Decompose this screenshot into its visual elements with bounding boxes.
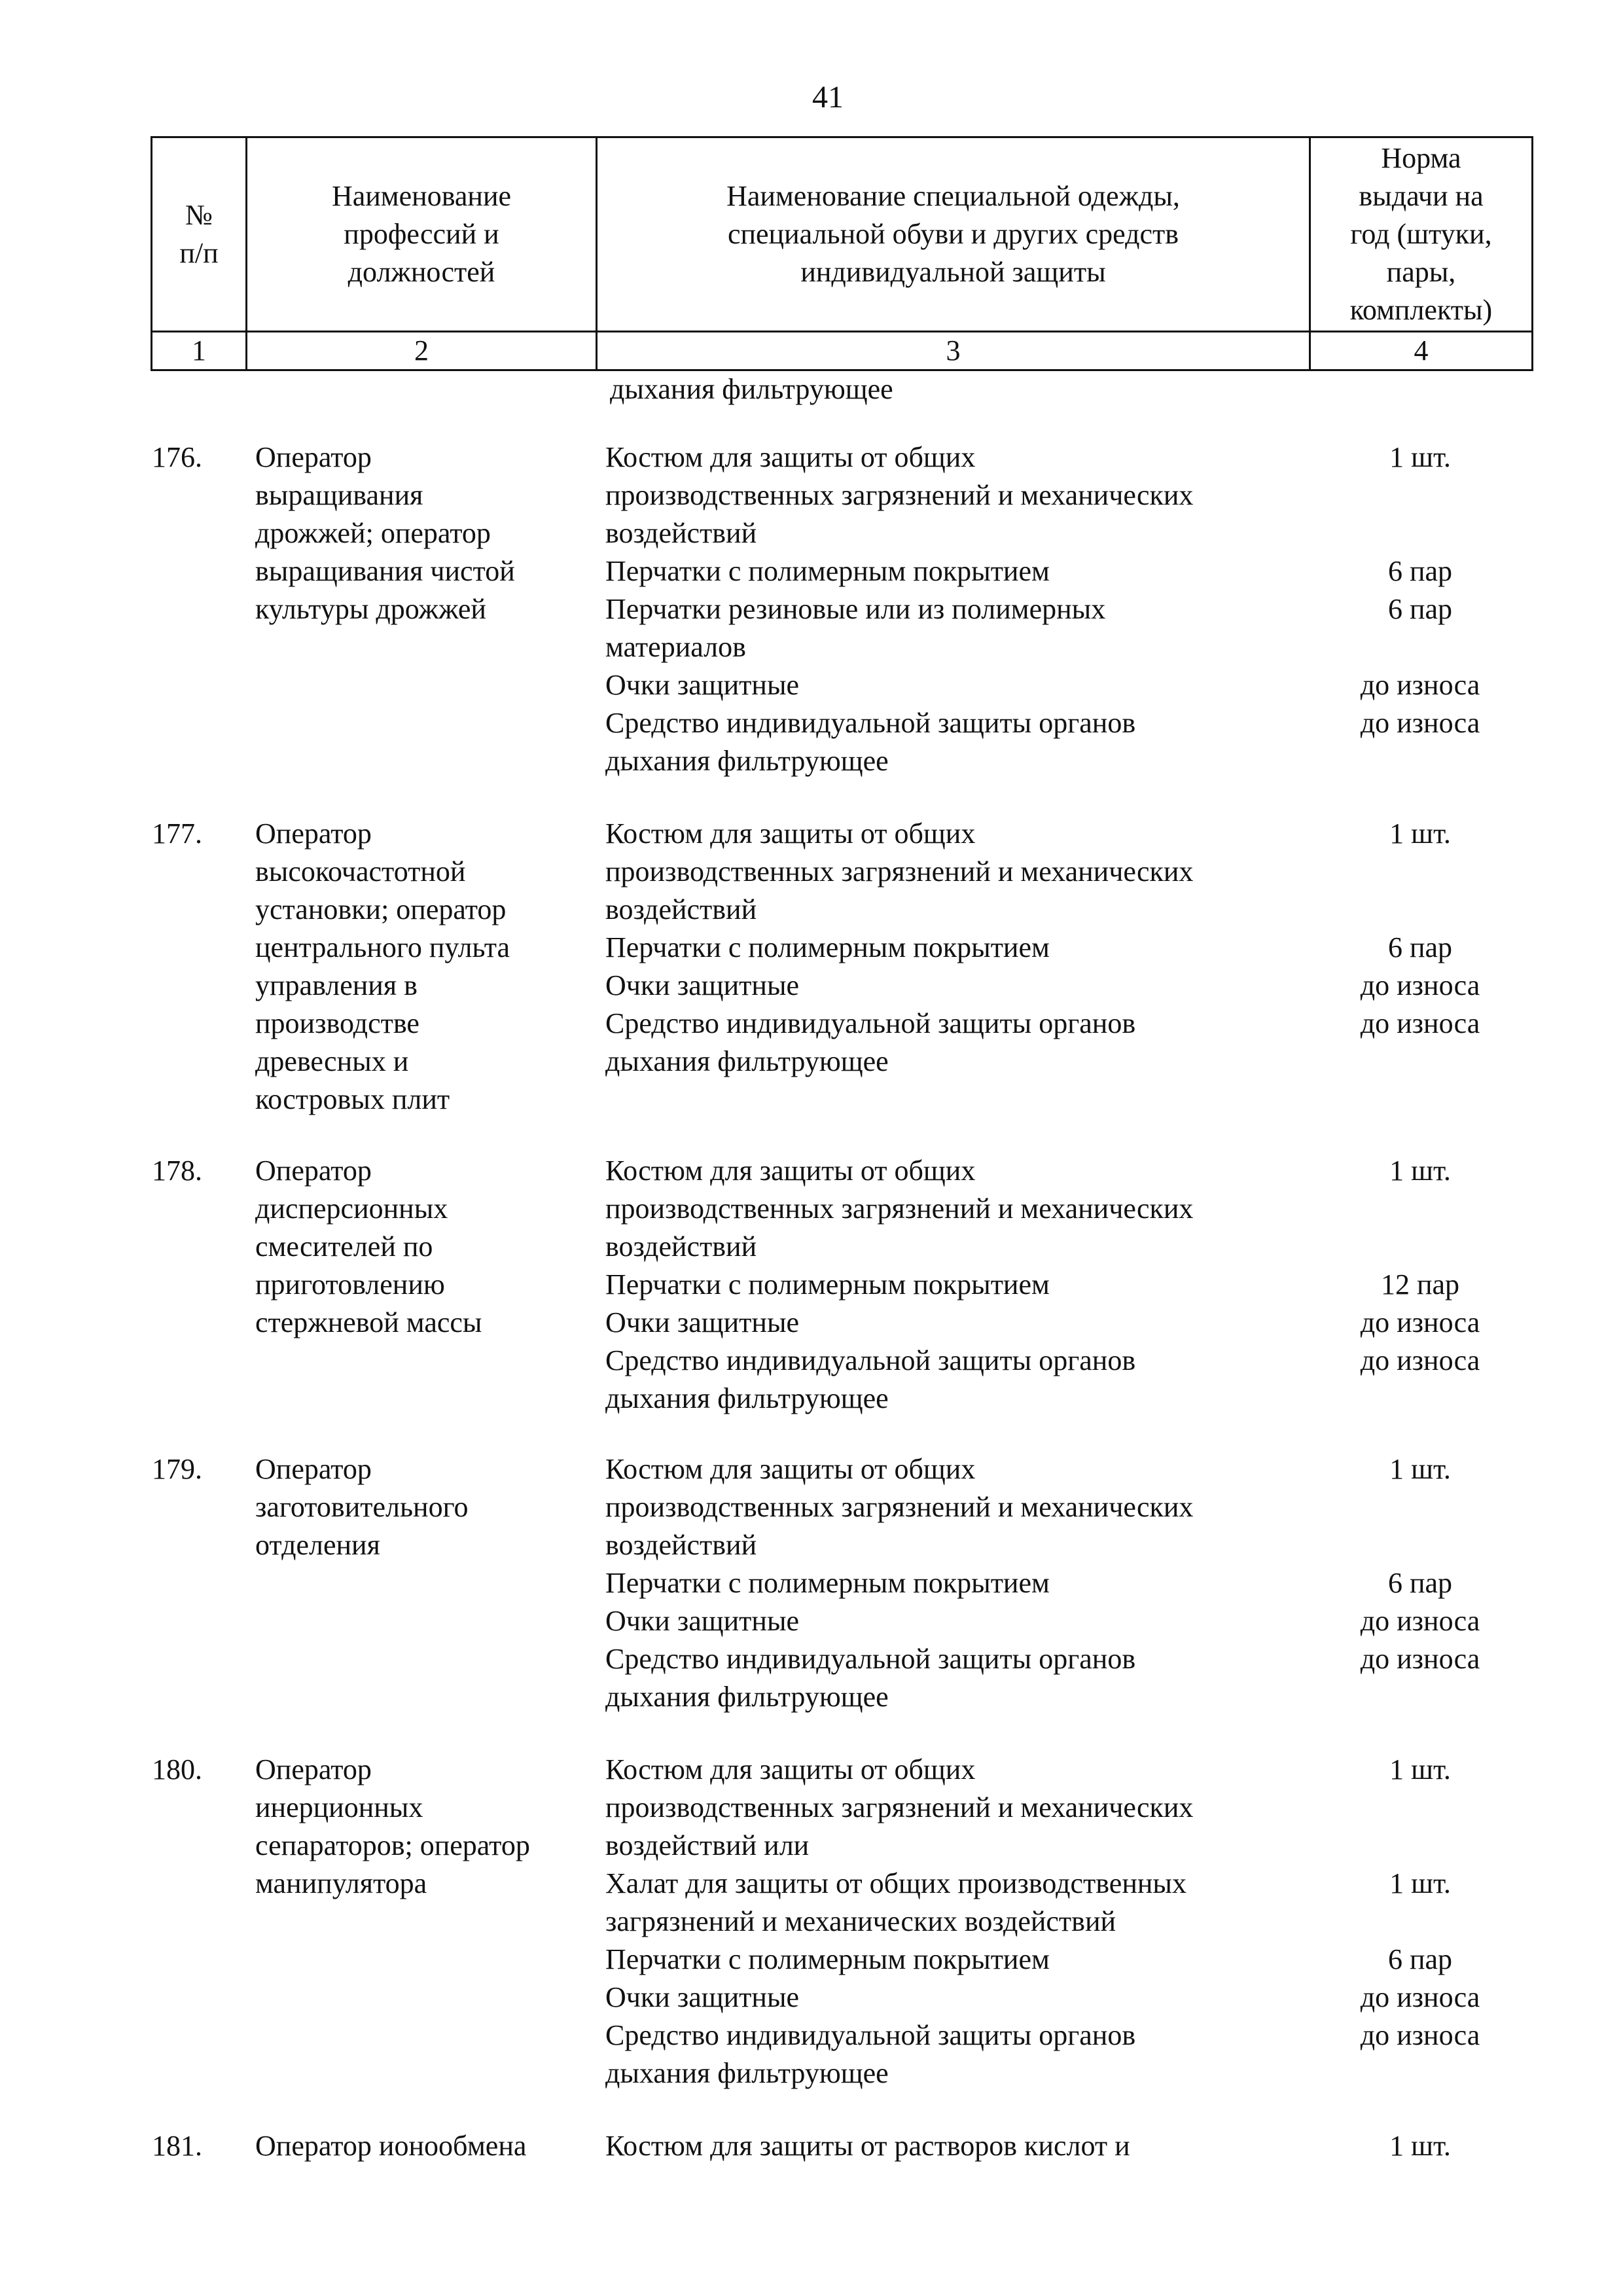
equipment-line: Средство индивидуальной защиты органов [605,1344,1136,1376]
equipment-line: производственных загрязнений и механических [605,1491,1194,1523]
equipment-name [605,1640,1325,1716]
row-number: 177. [152,817,202,850]
equipment-list [605,439,1567,780]
profession-line: смесителей по [255,1230,433,1263]
header-col-norm: Норма выдачи на год (штуки, пары, комплекты) [1310,137,1533,332]
profession-line: управления в [255,969,418,1001]
equipment-list [605,1450,1567,1716]
list-item [605,929,1567,967]
equipment-name [605,1152,1325,1266]
issue-norm: 1 шт. [1389,1753,1451,1785]
equipment-line: Очки защитные [605,669,800,701]
profession-line: отделения [255,1529,380,1561]
profession-line: культуры дрожжей [255,593,486,625]
equipment-line: Очки защитные [605,1306,800,1338]
row-number: 178. [152,1155,202,1187]
profession-line: выращивания чистой [255,555,515,587]
equipment-line: воздействий [605,1230,757,1263]
list-item [605,666,1567,704]
equipment-line: производственных загрязнений и механических [605,1791,1194,1823]
profession-name [255,2127,596,2165]
equipment-name [605,552,1325,590]
issue-norm: 6 пар [1387,1943,1453,1975]
list-item [605,1941,1567,1979]
equipment-line: Перчатки с полимерным покрытием [605,931,1050,963]
equipment-name [605,1602,1325,1640]
list-item [605,1304,1567,1342]
equipment-line: Костюм для защиты от общих [605,817,976,850]
profession-line: дрожжей; оператор [255,517,491,549]
issue-norm: до износа [1360,1981,1480,2013]
profession-line: древесных и [255,1045,409,1077]
equipment-name [605,590,1325,666]
list-item [605,2127,1567,2165]
list-item [605,1450,1567,1564]
equipment-name [605,1941,1325,1979]
issue-norm: до износа [1360,969,1480,1001]
header-number-1: 1 [152,332,247,370]
equipment-line: Халат для защиты от общих производственных [605,1867,1186,1899]
issue-norm: 1 шт. [1389,2130,1451,2162]
equipment-line: загрязнений и механических воздействий [605,1905,1116,1937]
equipment-name [605,815,1325,929]
header-number-2: 2 [247,332,597,370]
profession-line: сепараторов; оператор [255,1829,530,1861]
header-number-4: 4 [1310,332,1533,370]
equipment-line: Средство индивидуальной защиты органов [605,1007,1136,1039]
equipment-line: Перчатки с полимерным покрытием [605,1567,1050,1599]
equipment-line: Перчатки с полимерным покрытием [605,1268,1050,1300]
profession-line: манипулятора [255,1867,427,1899]
profession-line: центрального пульта [255,931,510,963]
issue-norm: 1 шт. [1389,441,1451,473]
profession-line: костровых плит [255,1083,450,1115]
equipment-name [605,929,1325,967]
equipment-name [605,1450,1325,1564]
row-number: 179. [152,1453,202,1485]
equipment-line: дыхания фильтрующее [605,2057,889,2089]
row-number: 180. [152,1753,202,1785]
equipment-line: Костюм для защиты от общих [605,441,976,473]
equipment-line: дыхания фильтрующее [605,1045,889,1077]
profession-line: Оператор [255,1453,372,1485]
list-item [605,552,1567,590]
row-number: 176. [152,441,202,473]
equipment-list [605,1152,1567,1418]
equipment-line: Средство индивидуальной защиты органов [605,1643,1136,1675]
list-item [605,439,1567,552]
row-number: 181. [152,2130,202,2162]
profession-name [255,439,596,628]
list-item [605,1342,1567,1418]
header-number-3: 3 [597,332,1310,370]
issue-norm: 1 шт. [1389,1867,1451,1899]
equipment-name [605,1005,1325,1081]
issue-norm: 6 пар [1387,555,1453,587]
equipment-line: Очки защитные [605,969,800,1001]
equipment-name [605,704,1325,780]
equipment-line: Перчатки резиновые или из полимерных [605,593,1106,625]
page-number: 41 [812,80,844,115]
issue-norm: до износа [1360,669,1480,701]
equipment-name [605,967,1325,1005]
profession-line: Оператор [255,1753,372,1785]
equipment-name [605,666,1325,704]
equipment-list [605,1751,1567,2092]
profession-line: Оператор [255,441,372,473]
issue-norm: 6 пар [1387,1567,1453,1599]
profession-line: стержневой массы [255,1306,482,1338]
equipment-name [605,1304,1325,1342]
list-item [605,590,1567,666]
profession-name [255,815,596,1119]
equipment-line: воздействий [605,1529,757,1561]
issue-norm: 1 шт. [1389,1155,1451,1187]
equipment-name [605,1266,1325,1304]
profession-name [255,1152,596,1342]
table-header [151,136,1533,371]
profession-name [255,1450,596,1564]
equipment-line: Средство индивидуальной защиты органов [605,707,1136,739]
list-item [605,1005,1567,1081]
equipment-line: Средство индивидуальной защиты органов [605,2019,1136,2051]
equipment-line: Костюм для защиты от растворов кислот и [605,2130,1130,2162]
issue-norm: 1 шт. [1389,817,1451,850]
profession-line: производстве [255,1007,419,1039]
equipment-line: воздействий [605,893,757,925]
profession-line: Оператор [255,1155,372,1187]
equipment-name [605,1865,1325,1941]
profession-name [255,1751,596,1903]
list-item [605,1602,1567,1640]
equipment-line: Перчатки с полимерным покрытием [605,1943,1050,1975]
equipment-line: Очки защитные [605,1981,800,2013]
header-col-profession: Наименование профессий и должностей [247,137,597,332]
issue-norm: до износа [1360,1605,1480,1637]
header-col-number: № п/п [152,137,247,332]
equipment-line: воздействий или [605,1829,810,1861]
continuation-text: дыхания фильтрующее [610,373,893,405]
issue-norm: до износа [1360,1007,1480,1039]
equipment-name [605,1564,1325,1602]
equipment-name [605,1979,1325,2017]
profession-line: высокочастотной [255,855,466,888]
list-item [605,1751,1567,1865]
profession-line: приготовлению [255,1268,445,1300]
issue-norm: до износа [1360,707,1480,739]
equipment-name [605,1751,1325,1865]
issue-norm: до износа [1360,1643,1480,1675]
profession-line: установки; оператор [255,893,507,925]
issue-norm: до износа [1360,1344,1480,1376]
equipment-line: дыхания фильтрующее [605,1382,889,1414]
list-item [605,815,1567,929]
issue-norm: 6 пар [1387,593,1453,625]
equipment-line: производственных загрязнений и механических [605,1193,1194,1225]
equipment-name [605,2127,1325,2165]
profession-line: выращивания [255,479,423,511]
list-item [605,1865,1567,1941]
list-item [605,704,1567,780]
equipment-line: Костюм для защиты от общих [605,1753,976,1785]
issue-norm: до износа [1360,2019,1480,2051]
equipment-line: производственных загрязнений и механических [605,479,1194,511]
equipment-line: Костюм для защиты от общих [605,1453,976,1485]
issue-norm: 6 пар [1387,931,1453,963]
profession-line: заготовительного [255,1491,469,1523]
equipment-name [605,1342,1325,1418]
equipment-name [605,439,1325,552]
list-item [605,1266,1567,1304]
equipment-line: дыхания фильтрующее [605,1681,889,1713]
equipment-list [605,815,1567,1081]
equipment-list [605,2127,1567,2165]
header-col-equipment: Наименование специальной одежды, специальной обуви и других средств индивидуальной защиты [597,137,1310,332]
list-item [605,967,1567,1005]
equipment-line: Костюм для защиты от общих [605,1155,976,1187]
profession-line: дисперсионных [255,1193,448,1225]
list-item [605,1564,1567,1602]
issue-norm: 1 шт. [1389,1453,1451,1485]
list-item [605,1640,1567,1716]
issue-norm: до износа [1360,1306,1480,1338]
equipment-line: воздействий [605,517,757,549]
profession-line: Оператор [255,817,372,850]
profession-line: инерционных [255,1791,423,1823]
equipment-line: Очки защитные [605,1605,800,1637]
list-item [605,2017,1567,2092]
equipment-line: дыхания фильтрующее [605,745,889,777]
equipment-line: производственных загрязнений и механических [605,855,1194,888]
list-item [605,1979,1567,2017]
list-item [605,1152,1567,1266]
profession-line: Оператор ионообмена [255,2130,527,2162]
issue-norm: 12 пар [1380,1268,1460,1300]
equipment-line: материалов [605,631,746,663]
equipment-line: Перчатки с полимерным покрытием [605,555,1050,587]
equipment-name [605,2017,1325,2092]
